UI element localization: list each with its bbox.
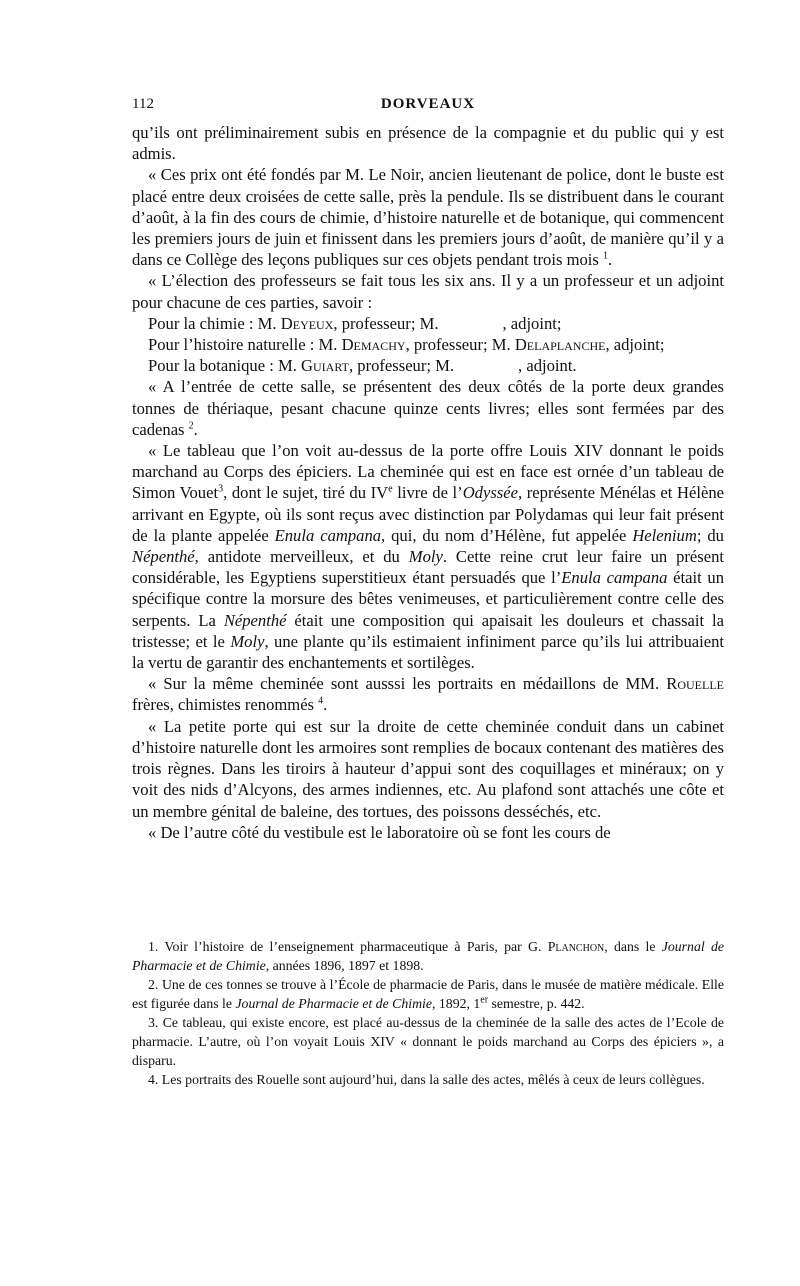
running-title: DORVEAUX [380,96,476,112]
paragraph: « L’élection des professeurs se fait tous les six ans. Il y a un professeur et un adjoint pour chacune de ces parties, savoir : [132,271,724,312]
footnote: 2. Une de ces tonnes se trouve à l’École de pharmacie de Paris, dans le musée de matière médicale. Elle est figurée dans le Journal de Pharmacie et de Chimie, 1892, 1er semestre, p. 442. [132,977,724,1011]
footnotes [132,937,724,1089]
footnote-ref: 1 [603,250,608,262]
paragraph: « Ces prix ont été fondés par M. Le Noir, ancien lieutenant de police, dont le buste est placé entre deux croisées de cette salle, près la pendule. Ils se distribuent dans le courant d’août, à la fin des cours de chimie, d’histoire naturelle et de botanique, qui commencent les premiers jours de juin et finissent dans les premiers jours d’août, de manière qu’il y a dans ce Collège des leçons publiques sur ces objets pendant trois mois $^1$. [132,165,724,270]
page [132,96,724,843]
footnote: 1. Voir l’histoire de l’enseignement pharmaceutique à Paris, par G. Planchon, dans le Journal de Pharmacie et de Chimie, années 1896, 1897 et 1898. [132,939,724,973]
paragraph: « De l’autre côté du vestibule est le laboratoire où se font les cours de [148,822,611,842]
paragraph: « La petite porte qui est sur la droite de cette cheminée conduit dans un cabinet d’histoire naturelle dont les armoires sont remplies de bocaux contenant des matières des trois règnes. Dans les tiroirs à hauteur d’appui sont des coquillages et minéraux; on y voit des nids d’Alcyons, des armes indiennes, etc. Au plafond sont attachés une côte et un membre génital de baleine, des tortues, des poissons desséchés, etc. [132,716,724,821]
list-item: Pour la chimie : M. Deyeux, professeur; M. , adjoint; [148,313,562,333]
footnote: 4. Les portraits des Rouelle sont aujourd’hui, dans la salle des actes, mêlés à ceux de leurs collègues. [148,1072,705,1087]
paragraph: « Le tableau que l’on voit au-dessus de la porte offre Louis XIV donnant le poids marchand au Corps des épiciers. La cheminée qui est en face est ornée d’un tableau de Simon Vouet$^3$, dont le sujet, tiré du IVe livre de l’Odyssée, représente Ménélas et Hélène arrivant en Egypte, où ils sont reçus avec distinction par Polydamas qui leur fait présent de la plante appelée Enula campana, qui, du nom d’Hélène, fut appelée Helenium; du Népenthé, antidote merveilleux, et du Moly. Cette reine crut leur faire un présent considérable, les Egyptiens superstitieux étant persuadés que l’Enula campana était un spécifique contre la morsure des bêtes venimeuses, et particulièrement contre celle des serpents. La Népenthé était une composition qui apaisait les douleurs et chassait la tristesse; et le Moly, une plante qu’ils estimaient infiniment parce qu’ils lui attribuaient la vertu de garantir des enchantements et sortilèges. [132,441,724,673]
paragraph: « Sur la même cheminée sont ausssi les portraits en médaillons de MM. Rouelle frères, chimistes renommés $^4$. [132,674,724,715]
paragraph: qu’ils ont préliminairement subis en présence de la compagnie et du public qui y est admis. [132,123,724,164]
footnote-ref: 2 [188,420,194,432]
footnote-ref: 4 [318,695,324,707]
footnote-ref: 3 [218,483,224,495]
list-item: Pour l’histoire naturelle : M. Demachy, professeur; M. Delaplanche, adjoint; [148,335,665,355]
page-number: 112 [132,96,154,112]
list-item: Pour la botanique : M. Guiart, professeur; M. , adjoint. [148,356,577,376]
body-text [132,122,724,843]
paragraph: « A l’entrée de cette salle, se présentent des deux côtés de la porte deux grandes tonnes de thériaque, pesant chacune quinze cents livres; elles sont fermées par des cadenas $^2$. [132,377,724,439]
page-header [132,96,724,122]
footnote: 3. Ce tableau, qui existe encore, est placé au-dessus de la cheminée de la salle des actes de l’Ecole de pharmacie. L’autre, où l’on voyait Louis XIV « donnant le poids marchand au Corps des épiciers », a disparu. [132,1015,724,1068]
